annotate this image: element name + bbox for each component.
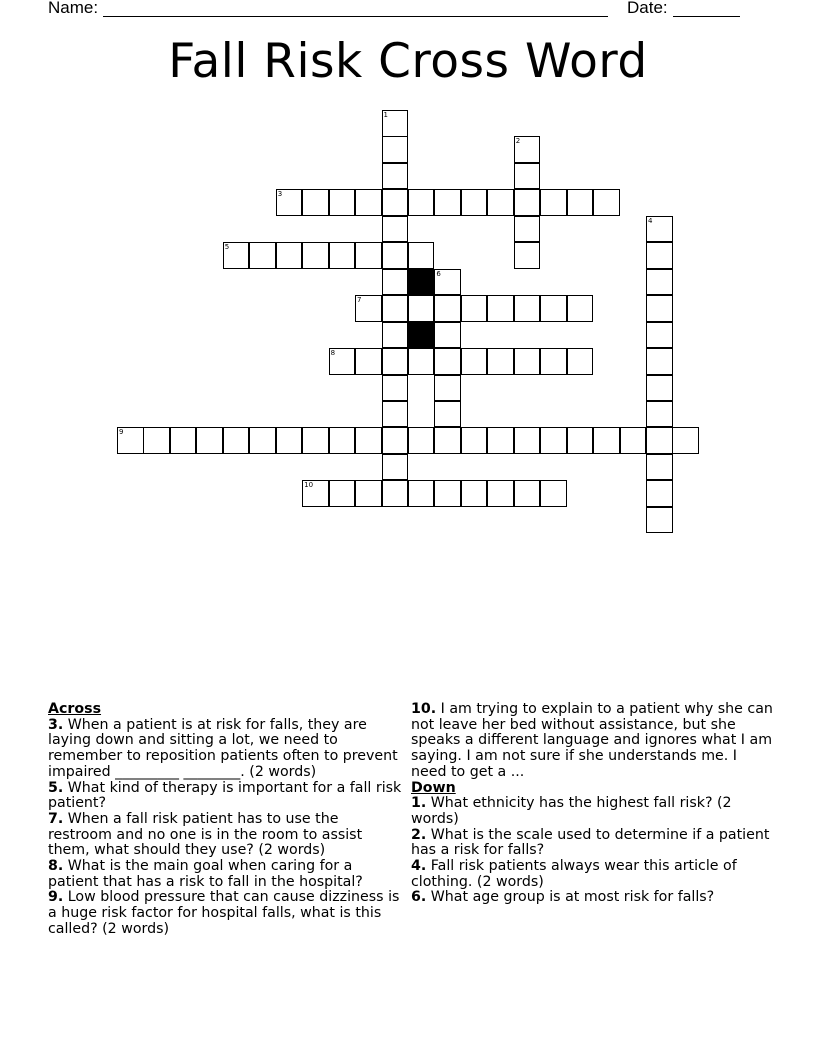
crossword-cell[interactable] [355,480,382,507]
crossword-cell[interactable] [540,427,567,454]
crossword-cell[interactable] [540,348,567,375]
clue-number-label: 5 [224,243,230,252]
crossword-cell[interactable] [646,348,673,375]
clue-number: 6. [411,889,427,906]
down-heading: Down [411,779,456,796]
crossword-cell[interactable] [646,401,673,428]
crossword-cell[interactable] [434,401,461,428]
crossword-cell[interactable] [408,295,435,322]
crossword-cell[interactable] [249,427,276,454]
crossword-cell[interactable] [646,507,673,534]
crossword-cell[interactable] [567,295,594,322]
crossword-cell[interactable] [302,242,329,269]
crossword-cell[interactable] [461,427,488,454]
crossword-cell[interactable] [408,427,435,454]
crossword-cell[interactable] [514,163,541,190]
crossword-cell[interactable] [196,427,223,454]
crossword-cell[interactable] [514,295,541,322]
crossword-cell[interactable] [408,480,435,507]
crossword-cell[interactable] [355,427,382,454]
clue-down-2 [411,828,773,859]
crossword-cell[interactable] [382,401,409,428]
crossword-cell[interactable] [646,322,673,349]
crossword-cell[interactable] [382,454,409,481]
crossword-cell[interactable] [382,216,409,243]
crossword-cell[interactable] [329,427,356,454]
crossword-cell[interactable] [382,189,409,216]
crossword-cell[interactable] [382,295,409,322]
crossword-cell[interactable] [434,322,461,349]
clue-text: When a fall risk patient has to use the restroom and no one is in the room to assist them, what should they use? (2 words) [48,810,363,859]
crossword-cell[interactable] [514,242,541,269]
crossword-cell[interactable] [487,295,514,322]
crossword-cell[interactable] [620,427,647,454]
clue-text: What ethnicity has the highest fall risk? (2 words) [411,795,732,827]
crossword-cell[interactable] [249,242,276,269]
shaded-cell [408,269,435,296]
clue-number-label: 1 [383,111,388,119]
crossword-cell[interactable] [382,136,409,163]
clue-across-10 [411,702,773,781]
clue-number: 1. [411,795,427,812]
clue-across-9 [48,890,405,937]
clue-down-1 [411,796,773,827]
crossword-cell[interactable] [567,348,594,375]
crossword-cell[interactable] [170,427,197,454]
crossword-cell[interactable] [302,189,329,216]
crossword-cell[interactable] [593,189,620,216]
crossword-cell[interactable] [434,427,461,454]
clue-number-label: 8 [330,349,336,358]
crossword-cell[interactable] [540,189,567,216]
clue-number-label: 3 [277,190,283,199]
crossword-cell[interactable] [382,163,409,190]
clue-across-7 [48,812,405,859]
clue-text: Fall risk patients always wear this article of clothing. (2 words) [411,858,737,890]
crossword-cell[interactable] [567,427,594,454]
clue-text: I am trying to explain to a patient why she can not leave her bed without assistance, but she speaks a different language and ignores what I am saying. I am not sure if she understands me. I need to get a ... [411,701,773,780]
crossword-cell[interactable] [382,480,409,507]
crossword-cell[interactable] [382,348,409,375]
crossword-cell[interactable] [514,480,541,507]
crossword-cell[interactable] [408,348,435,375]
crossword-cell[interactable] [487,189,514,216]
crossword-cell[interactable] [646,480,673,507]
clue-text: What kind of therapy is important for a fall risk patient? [48,779,402,812]
crossword-cell[interactable] [540,480,567,507]
clue-column-right [411,702,773,906]
crossword-cell[interactable] [593,427,620,454]
clue-number: 2. [411,826,427,843]
crossword-cell[interactable] [355,242,382,269]
clue-number-label: 7 [357,296,362,305]
clue-number-label: 10 [304,481,314,490]
clue-text: What is the scale used to determine if a patient has a risk for falls? [411,826,770,859]
crossword-cell[interactable] [514,348,541,375]
across-heading: Across [48,701,102,717]
crossword-cell[interactable] [276,242,303,269]
crossword-cell[interactable] [302,427,329,454]
clue-across-8 [48,859,405,890]
date-label: Date: [627,0,668,17]
crossword-cell[interactable] [514,189,541,216]
crossword-cell[interactable] [355,348,382,375]
clue-number: 9. [48,889,64,906]
crossword-cell[interactable] [567,189,594,216]
crossword-cell[interactable] [434,375,461,402]
crossword-cell[interactable] [434,480,461,507]
crossword-cell[interactable] [487,427,514,454]
clue-number-label: 6 [436,269,441,278]
crossword-cell[interactable] [461,295,488,322]
clue-number-label: 9 [119,428,124,437]
clue-text: When a patient is at risk for falls, they are laying down and sitting a lot, we need to remember to reposition patients often to prevent impaired _________ ________. (2 words) [48,716,398,780]
clue-down-4 [411,859,773,890]
crossword-cell[interactable] [382,427,409,454]
crossword-cell[interactable] [434,348,461,375]
crossword-cell[interactable] [646,269,673,296]
page-title: Fall Risk Cross Word [168,34,648,89]
crossword-cell[interactable] [646,454,673,481]
crossword-cell[interactable] [408,189,435,216]
crossword-cell[interactable] [434,295,461,322]
crossword-cell[interactable] [461,348,488,375]
crossword-cell[interactable] [143,427,170,454]
clue-number: 8. [48,858,64,875]
crossword-cell[interactable] [514,216,541,243]
crossword-cell[interactable] [329,480,356,507]
crossword-cell[interactable] [382,242,409,269]
crossword-cell[interactable] [646,375,673,402]
crossword-cell[interactable] [672,427,699,454]
crossword-cell[interactable] [461,189,488,216]
crossword-cell[interactable] [329,242,356,269]
clue-down-6 [411,890,773,906]
clue-number-label: 2 [515,137,521,146]
clue-text: What age group is at most risk for falls? [430,889,715,906]
shaded-cell [408,322,435,349]
clue-number: 5. [48,779,64,796]
crossword-cell[interactable] [276,427,303,454]
clue-number: 3. [48,716,64,733]
clue-across-3 [48,718,405,781]
crossword-cell[interactable] [382,269,409,296]
crossword-cell[interactable] [223,427,250,454]
crossword-cell[interactable] [487,480,514,507]
clue-number: 7. [48,810,64,827]
clue-number-label: 4 [648,216,653,225]
clue-text: Low blood pressure that can cause dizziness is a huge risk factor for hospital falls, what is this called? (2 words) [48,889,400,937]
crossword-cell[interactable] [646,427,673,454]
clue-column-left [48,702,405,938]
crossword-cell[interactable] [355,189,382,216]
crossword-cell[interactable] [646,295,673,322]
crossword-cell[interactable] [434,189,461,216]
clue-text: What is the main goal when caring for a patient that has a risk to fall in the hospital? [48,858,363,890]
crossword-cell[interactable] [329,189,356,216]
clue-number: 4. [411,858,427,875]
crossword-cell[interactable] [408,242,435,269]
crossword-cell[interactable] [461,480,488,507]
crossword-cell[interactable] [382,375,409,402]
crossword-cell[interactable] [540,295,567,322]
clue-across-5 [48,781,405,812]
crossword-cell[interactable] [382,322,409,349]
crossword-cell[interactable] [487,348,514,375]
name-label: Name: [48,0,99,17]
crossword-cell[interactable] [514,427,541,454]
clue-number: 10. [411,701,437,717]
crossword-cell[interactable] [646,242,673,269]
